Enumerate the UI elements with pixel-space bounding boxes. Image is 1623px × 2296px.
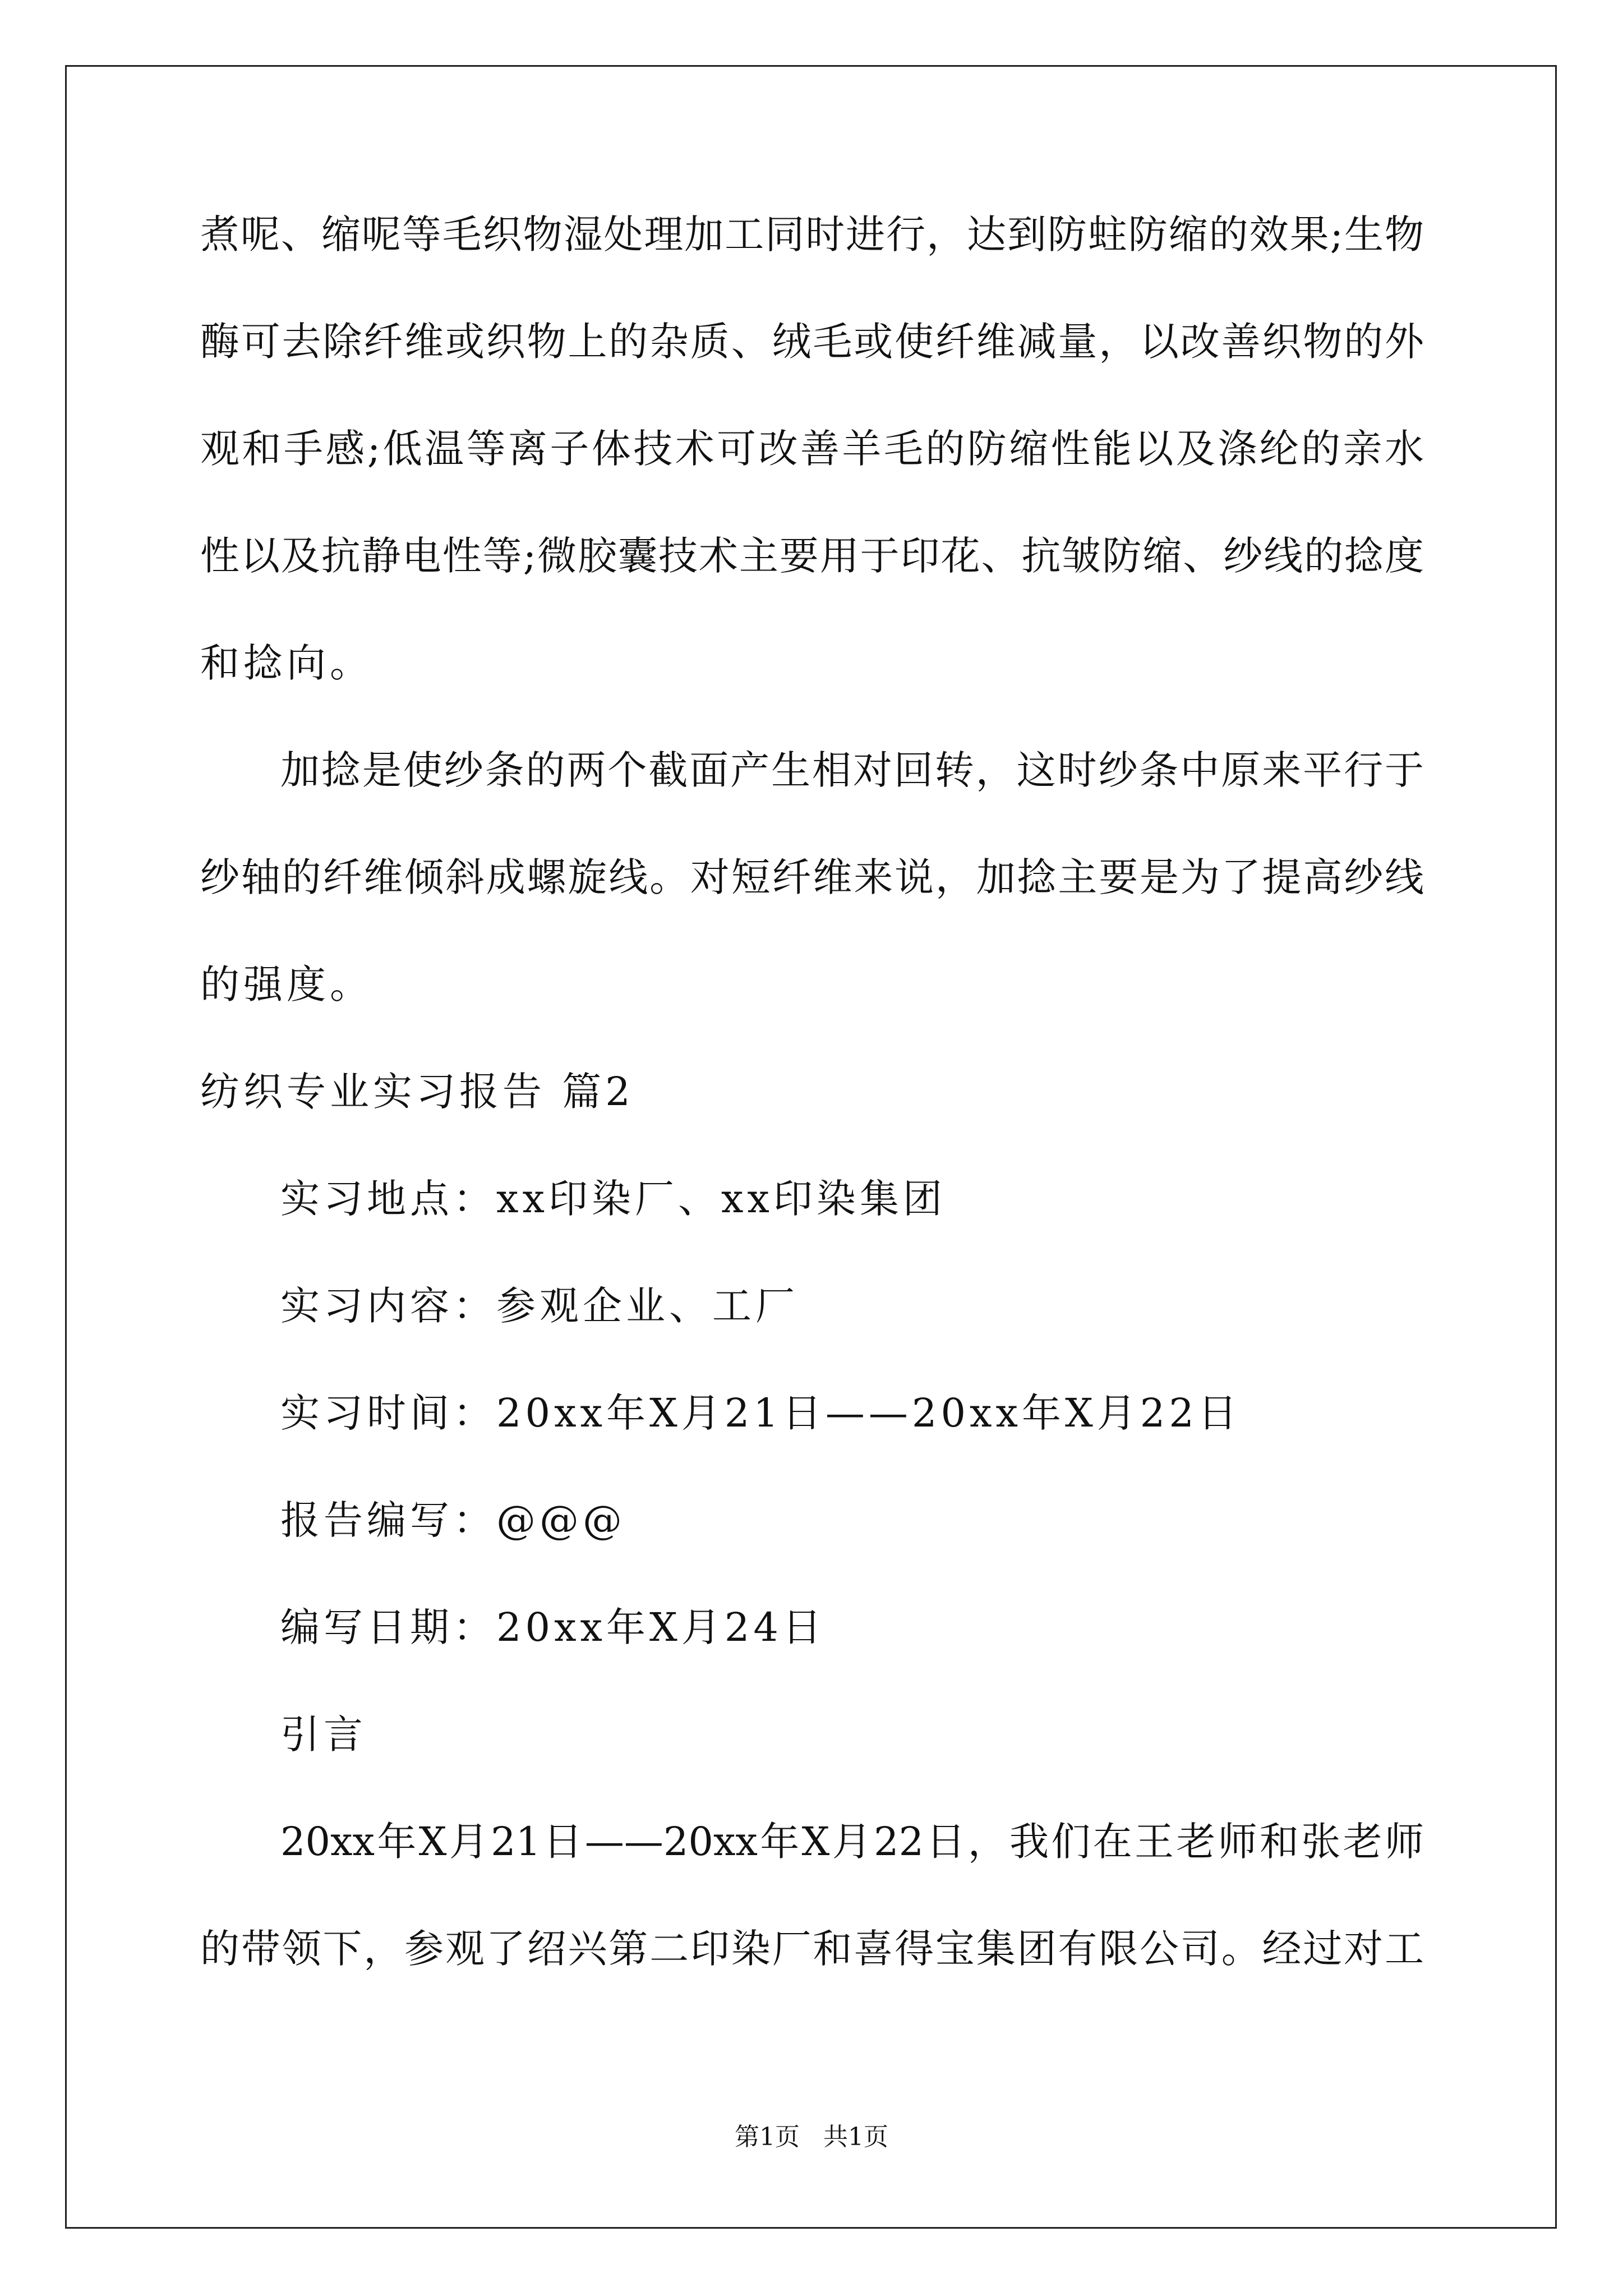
para1-line-4: 性以及抗静电性等;微胶囊技术主要用于印花、抗皱防缩、纱线的捻度 [200, 533, 1424, 579]
para3-line-1: 20xx年X月21日——20xx年X月22日，我们在王老师和张老师 [280, 1819, 1424, 1865]
info-date: 编写日期：20xx年X月24日 [280, 1604, 826, 1650]
para1-line-3: 观和手感;低温等离子体技术可改善羊毛的防缩性能以及涤纶的亲水 [200, 426, 1424, 472]
page-footer: 第1页 共1页 [735, 2123, 888, 2151]
para1-line-5: 和捻向。 [200, 640, 373, 686]
para1-line-1: 煮呢、缩呢等毛织物湿处理加工同时进行，达到防蛀防缩的效果;生物 [200, 211, 1424, 257]
para3-line-2: 的带领下，参观了绍兴第二印染厂和喜得宝集团有限公司。经过对工 [200, 1926, 1424, 1972]
section-heading: 纺织专业实习报告 篇2 [200, 1069, 634, 1115]
document-body [200, 211, 1424, 1972]
para2-line-2: 纱轴的纤维倾斜成螺旋线。对短纤维来说，加捻主要是为了提高纱线 [200, 854, 1424, 900]
intro-heading: 引言 [280, 1711, 367, 1757]
para1-line-2: 酶可去除纤维或织物上的杂质、绒毛或使纤维减量，以改善织物的外 [200, 319, 1424, 365]
info-location: 实习地点：xx印染厂、xx印染集团 [280, 1176, 946, 1222]
para2-line-3: 的强度。 [200, 961, 373, 1007]
info-content: 实习内容：参观企业、工厂 [280, 1283, 799, 1329]
info-author: 报告编写：@@@ [280, 1497, 626, 1543]
para2-line-1: 加捻是使纱条的两个截面产生相对回转，这时纱条中原来平行于 [280, 747, 1424, 793]
info-time: 实习时间：20xx年X月21日——20xx年X月22日 [280, 1390, 1241, 1436]
